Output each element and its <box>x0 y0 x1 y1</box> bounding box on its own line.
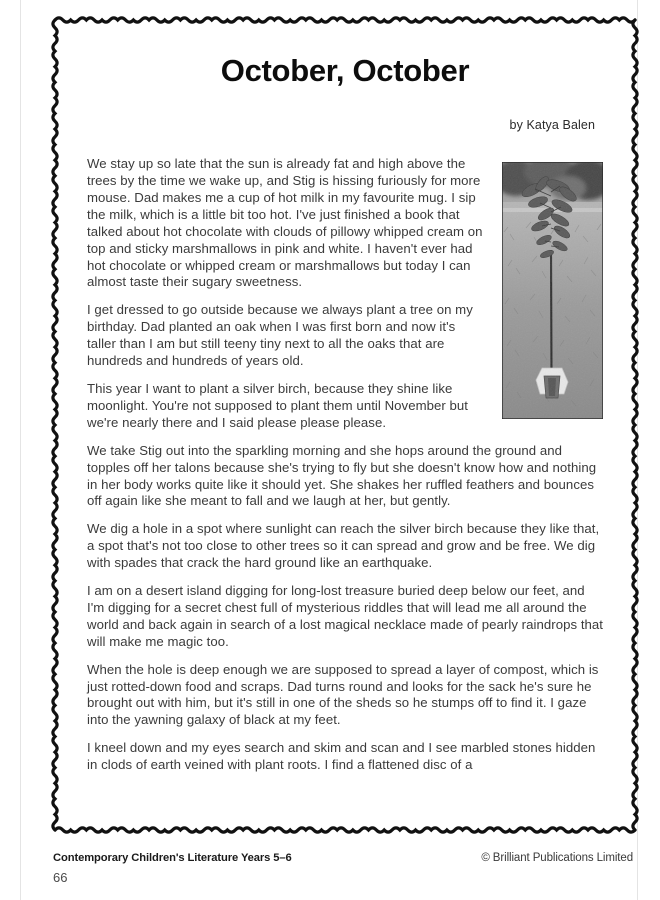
sapling-photo <box>502 162 603 419</box>
page-title: October, October <box>220 53 470 88</box>
page-number: 66 <box>53 870 68 885</box>
paragraph: This year I want to plant a silver birch, because they shine like moonlight. You're not supposed to plant them until November but we're nearly there and I said please please please. <box>87 380 469 430</box>
paragraph: I kneel down and my eyes search and skim and scan and I see marbled stones hidden in clods of earth veined with plant roots. I find a flattened disc of a <box>87 740 596 773</box>
page-footer <box>53 852 633 892</box>
sapling-photo-image <box>502 162 603 419</box>
paragraph: When the hole is deep enough we are supposed to spread a layer of compost, which is just rotted-down food and scraps. Dad turns round and looks for the sack he's sure he brought out with him, but it's still in one of the sheds so he stumps off to find it. I gaze into the yawning galaxy of black at my feet. <box>87 661 599 728</box>
author-byline: by Katya Balen <box>509 118 595 133</box>
paragraph: I get dressed to go outside because we always plant a tree on my birthday. Dad planted an oak when I was first born and now it's taller than I am but still teeny tiny next to all the oaks that are hundreds and hundreds of years old. <box>87 302 473 369</box>
paragraph: We take Stig out into the sparkling morning and she hops around the ground and topples off her talons because she's trying to fly but she doesn't know how and nothing in her body works quite like it should yet. She shakes her ruffled feathers and bounces off again like she meant to fall and we laugh at her, but gently. <box>87 442 597 509</box>
paragraph: I am on a desert island digging for long-lost treasure buried deep below our feet, and I'm digging for a secret chest full of mysterious riddles that will lead me all around the world and back again in search of a lost magical necklace made of pearly raindrops that will make me magic too. <box>87 583 604 649</box>
paragraph: We dig a hole in a spot where sunlight can reach the silver birch because they like that, a spot that's not too close to other trees so it can spread and grow and be free. We dig with spades that crack the hard ground like an earthquake. <box>87 521 600 571</box>
footer-copyright: © Brilliant Publications Limited <box>481 852 633 864</box>
article-content <box>87 46 603 816</box>
body-text <box>87 156 603 774</box>
paragraph: We stay up so late that the sun is already fat and high above the trees by the time we wake up, and Stig is hissing furiously for more mouse. Dad makes me a cup of hot milk in my favourite mug. I sip the milk, which is a little bit too hot. I've just finished a book that talked about hot chocolate with clouds of pillowy whipped cream on top and sticky marshmallows in pink and white. I haven't ever had hot chocolate or whipped cream or marshmallows but today I can almost taste their sugary sweetness. <box>87 156 483 290</box>
page-sheet <box>20 0 638 900</box>
footer-book-title: Contemporary Children's Literature Years 5–6 <box>53 852 292 864</box>
